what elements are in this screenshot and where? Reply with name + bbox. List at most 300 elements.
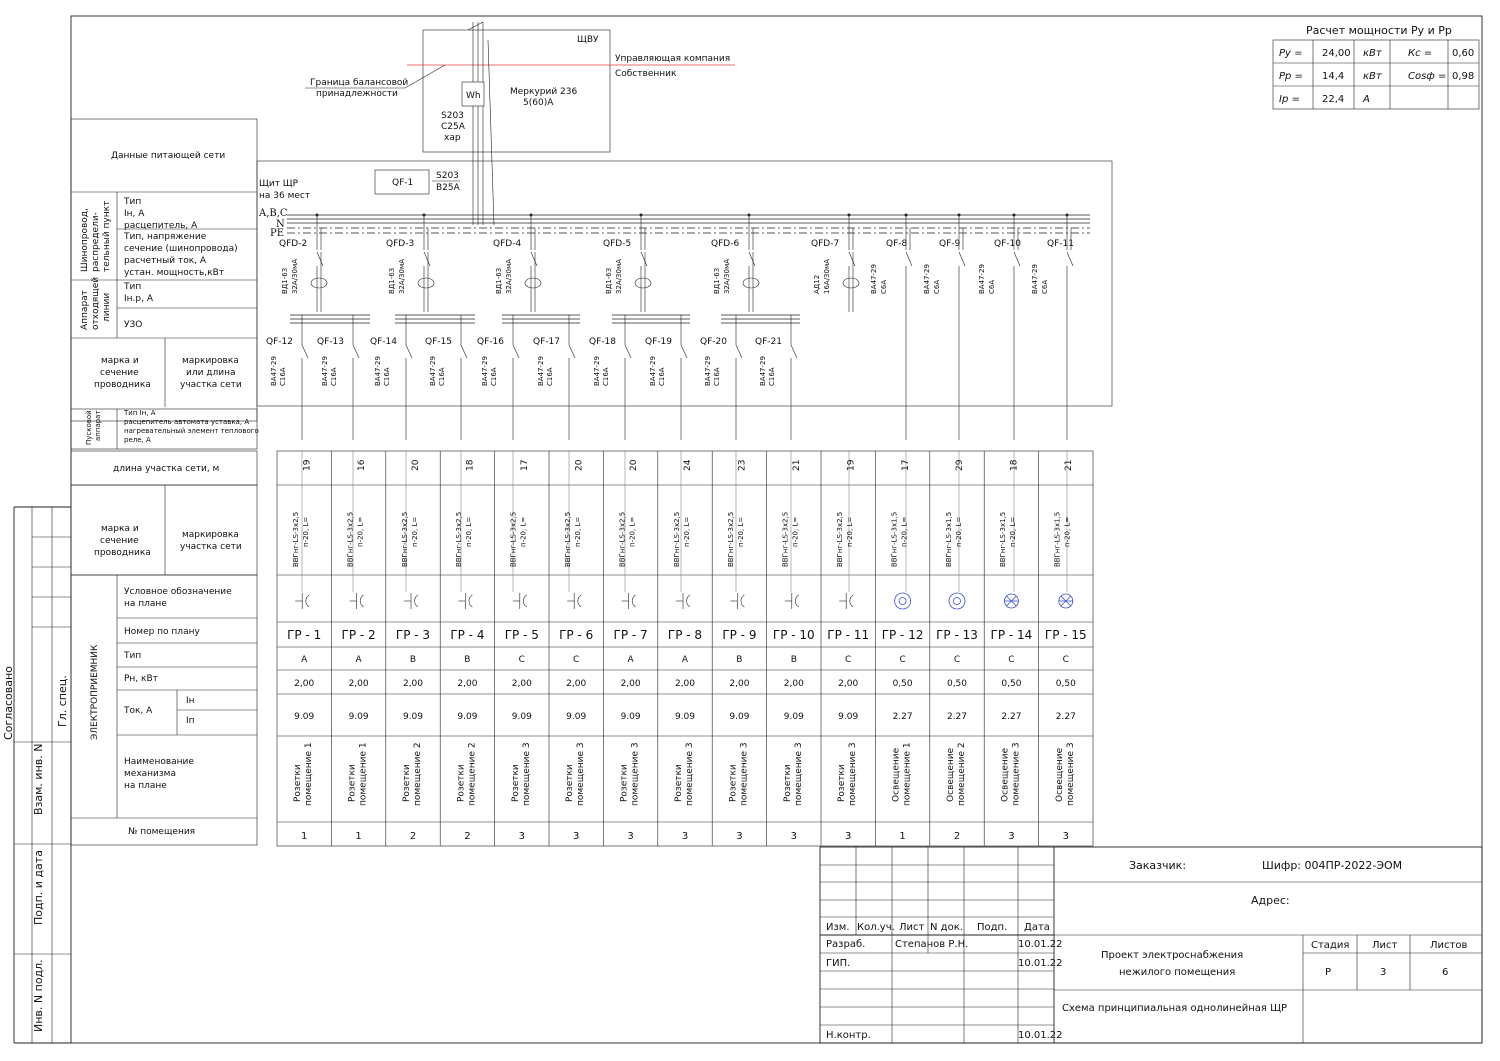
device-spec: ВА47-29 bbox=[870, 264, 878, 294]
group-power: 2,00 bbox=[838, 679, 859, 689]
meter-breaker-2: C25A bbox=[441, 122, 465, 132]
group-power: 2,00 bbox=[457, 679, 478, 689]
mech-label-1: Наименование bbox=[124, 757, 194, 767]
cable-brand: ВВГнг-LS-3х2,5 bbox=[672, 511, 681, 567]
group-phase: C bbox=[899, 655, 906, 665]
group-phase: A bbox=[627, 655, 634, 665]
group-current: 2.27 bbox=[1001, 712, 1022, 722]
group-power: 2,00 bbox=[620, 679, 641, 689]
breaker-contact bbox=[461, 345, 467, 358]
device-spec: ВА47-29 bbox=[1031, 264, 1039, 294]
cable-length: 18 bbox=[1009, 459, 1020, 471]
cable-length: 20 bbox=[574, 459, 585, 471]
power-coef-value: 0,60 bbox=[1452, 48, 1475, 59]
group-name: помещение 2 bbox=[957, 742, 967, 806]
group-name: Розетки bbox=[347, 764, 358, 802]
cable-brand: ВВГнг-LS-3х2,5 bbox=[836, 511, 844, 567]
group-name: помещение 3 bbox=[848, 742, 859, 806]
group-power: 0,50 bbox=[1055, 679, 1076, 689]
sub-breaker-spec: ВА47-29 bbox=[759, 356, 767, 386]
device-spec: ВД1-63 bbox=[605, 267, 613, 294]
sheet-header: Лист bbox=[1372, 940, 1398, 951]
main-breaker-spec-2: B25A bbox=[436, 183, 460, 193]
group-name: Розетки bbox=[782, 764, 793, 802]
group-id: ГР - 13 bbox=[936, 628, 978, 642]
device-spec: 16А/30мА bbox=[823, 258, 831, 294]
cable-brand: п-20, L= bbox=[574, 516, 582, 547]
receiver-label: ЭЛЕКТРОПРИЕМНИК bbox=[90, 644, 100, 740]
device-spec: С6А bbox=[880, 279, 888, 294]
meter-breaker-1: S203 bbox=[441, 111, 464, 121]
customer-label: Заказчик: bbox=[1129, 859, 1187, 872]
device-spec: 32А/30мА bbox=[723, 258, 731, 294]
group-current: 9.09 bbox=[620, 712, 641, 722]
bus-n-label: N bbox=[276, 219, 285, 230]
sub-breaker-label: QF-20 bbox=[700, 337, 727, 347]
title-block bbox=[820, 847, 1482, 1043]
group-power: 2,00 bbox=[511, 679, 532, 689]
cable-brand: ВВГнг-LS-3х2,5 bbox=[564, 511, 572, 567]
group-id: ГР - 9 bbox=[722, 628, 757, 642]
sub-breaker-label: QF-16 bbox=[477, 337, 504, 347]
apparatus-item-1: Тип bbox=[124, 282, 142, 292]
power-calc-title: Расчет мощности Ру и Рр bbox=[1306, 24, 1452, 37]
busway-side-3: тельный пункт bbox=[102, 200, 112, 272]
inv-label: Инв. N подл. bbox=[32, 959, 45, 1032]
device-spec: ВД1-63 bbox=[388, 267, 396, 294]
wh-label: Wh bbox=[466, 91, 481, 101]
cable-brand: п-20, L= bbox=[900, 516, 909, 547]
busway-side-1: Шинопровод, bbox=[80, 208, 90, 272]
group-current: 2.27 bbox=[1055, 712, 1076, 722]
wire-mark-3: участка сети bbox=[180, 380, 242, 390]
group-power: 2,00 bbox=[348, 679, 369, 689]
cable-brand: п-20, L= bbox=[954, 516, 963, 547]
project-code: Шифр: 004ПР-2022-ЭОМ bbox=[1262, 859, 1403, 872]
sub-breaker-spec: ВА47-29 bbox=[537, 356, 545, 386]
device-label: QFD-7 bbox=[811, 239, 840, 249]
breaker-contact bbox=[406, 345, 412, 358]
wire-brand-3: проводника bbox=[94, 380, 151, 390]
busway-item-4: Тип, напряжение bbox=[124, 232, 207, 242]
group-name: помещение 2 bbox=[467, 742, 478, 806]
dev-name: Степанов Р.Н. bbox=[895, 939, 969, 950]
stage-value: Р bbox=[1325, 967, 1332, 978]
nk-date: 10.01.22 bbox=[1018, 1030, 1063, 1041]
group-room: 3 bbox=[1008, 831, 1015, 842]
group-room: 1 bbox=[301, 831, 308, 842]
group-room: 3 bbox=[627, 831, 634, 842]
device-label: QF-9 bbox=[939, 239, 961, 249]
socket-icon bbox=[622, 593, 636, 609]
group-phase: C bbox=[1008, 655, 1015, 665]
group-name: помещение 3 bbox=[685, 742, 695, 806]
breaker-contact bbox=[625, 345, 631, 358]
group-name: Освещение bbox=[1000, 747, 1011, 802]
sub-breaker-label: QF-13 bbox=[317, 337, 344, 347]
sub-breaker-spec: С16А bbox=[438, 367, 446, 386]
group-room: 1 bbox=[899, 831, 906, 842]
group-room: 1 bbox=[355, 831, 362, 842]
breaker-contact bbox=[513, 345, 519, 358]
sub-breaker-label: QF-15 bbox=[425, 337, 452, 347]
wire-mark2-1: маркировка bbox=[182, 530, 239, 540]
breaker-contact bbox=[569, 345, 575, 358]
device-label: QFD-3 bbox=[386, 239, 415, 249]
group-room: 3 bbox=[1062, 831, 1069, 842]
group-current: 9.09 bbox=[783, 712, 804, 722]
col-izm: Изм. bbox=[826, 922, 850, 933]
col-podp: Подп. bbox=[977, 922, 1008, 933]
starter-item-1: Тип Iн, А bbox=[124, 409, 156, 417]
group-room: 3 bbox=[845, 831, 852, 842]
apparatus-item-2: Iн.р, А bbox=[124, 294, 153, 304]
main-breaker-label: QF-1 bbox=[392, 178, 414, 188]
device-label: QFD-6 bbox=[711, 239, 740, 249]
device-spec: 32А/30мА bbox=[291, 258, 299, 294]
group-name: Освещение bbox=[1054, 747, 1065, 802]
device-spec: ВД1-63 bbox=[495, 267, 503, 294]
group-name: помещение 3 bbox=[793, 742, 804, 806]
meter-breaker-3: хар bbox=[444, 133, 461, 143]
boundary-label-2: принадлежности bbox=[316, 89, 398, 99]
sub-breaker-spec: ВА47-29 bbox=[374, 356, 382, 386]
group-name: Розетки bbox=[837, 764, 848, 802]
group-current: 9.09 bbox=[511, 712, 532, 722]
chief-label: Гл. спец. bbox=[56, 675, 69, 727]
group-power: 0,50 bbox=[892, 679, 913, 689]
sheet-frame bbox=[71, 16, 1482, 1043]
device-spec: 32А/30мА bbox=[615, 258, 623, 294]
cable-brand: п-20, L= bbox=[1063, 516, 1072, 547]
device-spec: ВД1-63 bbox=[281, 267, 289, 294]
group-id: ГР - 11 bbox=[827, 628, 870, 642]
rcd-contact bbox=[317, 252, 323, 266]
device-spec: 32А/30мА bbox=[505, 258, 513, 294]
group-name: помещение 3 bbox=[739, 742, 750, 806]
device-spec: С6А bbox=[988, 279, 996, 294]
group-phase: B bbox=[790, 655, 797, 665]
group-power: 2,00 bbox=[402, 679, 424, 689]
group-name: Освещение bbox=[891, 747, 902, 802]
sub-breaker-spec: ВА47-29 bbox=[593, 356, 601, 386]
group-id: ГР - 5 bbox=[504, 628, 539, 642]
socket-icon bbox=[513, 593, 527, 609]
rcd-contact bbox=[749, 252, 755, 266]
starter-side-2: аппарат bbox=[94, 410, 102, 441]
group-room: 3 bbox=[518, 831, 525, 842]
busway-item-6: расчетный ток, А bbox=[124, 256, 207, 266]
group-phase: C bbox=[573, 655, 580, 665]
group-phase: C bbox=[518, 655, 525, 665]
group-room: 3 bbox=[736, 831, 743, 842]
project-title-1: Проект электроснабжения bbox=[1101, 950, 1244, 961]
busway-side-2: распредели- bbox=[91, 212, 101, 272]
mech-label-2: механизма bbox=[124, 769, 176, 779]
sub-breaker-label: QF-12 bbox=[266, 337, 293, 347]
socket-icon bbox=[295, 593, 309, 609]
group-power: 0,50 bbox=[1001, 679, 1022, 689]
cable-length: 24 bbox=[683, 459, 694, 471]
device-label: QFD-4 bbox=[493, 239, 522, 249]
busway-item-1: Тип bbox=[124, 197, 142, 207]
device-spec: С6А bbox=[933, 279, 941, 294]
cable-length: 16 bbox=[356, 459, 367, 471]
group-current: 2.27 bbox=[946, 712, 968, 722]
sub-breaker-spec: С16А bbox=[383, 367, 391, 386]
col-kol: Кол.уч. bbox=[857, 922, 895, 933]
socket-icon bbox=[567, 593, 581, 609]
sub-breaker-label: QF-14 bbox=[370, 337, 397, 347]
group-id: ГР - 4 bbox=[450, 628, 485, 642]
lamp-icon bbox=[949, 593, 965, 609]
group-phase: C bbox=[953, 655, 961, 665]
pn-label: Рн, кВт bbox=[124, 674, 158, 684]
group-id: ГР - 14 bbox=[990, 628, 1033, 642]
cable-brand: ВВГнг-LS-3х1,5 bbox=[999, 511, 1008, 567]
device-label: QFD-2 bbox=[279, 239, 308, 249]
cable-brand: п-20, L= bbox=[737, 516, 746, 547]
power-coef-key: Cosф = bbox=[1408, 71, 1447, 82]
wire-brand-1: марка и bbox=[101, 356, 139, 366]
power-key: Iр = bbox=[1279, 94, 1300, 105]
side-stamp bbox=[2, 507, 71, 1043]
breaker-contact bbox=[1067, 252, 1073, 266]
group-room: 3 bbox=[573, 831, 580, 842]
apparatus-side-3: линии bbox=[102, 292, 112, 322]
cable-brand: п-20, L= bbox=[519, 516, 528, 547]
busway-item-2: Iн, А bbox=[124, 209, 145, 219]
group-current: 9.09 bbox=[294, 712, 315, 722]
supply-label: Данные питающей сети bbox=[111, 151, 226, 161]
cable-brand: ВВГнг-LS-3х2,5 bbox=[292, 511, 300, 567]
wire-brand2-2: сечение bbox=[100, 536, 139, 546]
swap-label: Взам. инв. N bbox=[32, 743, 45, 815]
breaker-contact bbox=[1014, 252, 1020, 266]
cable-length: 21 bbox=[792, 459, 802, 471]
col-date: Дата bbox=[1024, 922, 1050, 933]
group-phase: B bbox=[409, 655, 417, 665]
scheme-title: Схема принципиальная однолинейная ЩР bbox=[1062, 1003, 1288, 1014]
agreed-label: Согласовано bbox=[2, 666, 15, 740]
group-phase: A bbox=[301, 655, 308, 665]
sub-breaker-spec: С16А bbox=[658, 367, 666, 386]
group-phase: B bbox=[464, 655, 471, 665]
group-current: 9.09 bbox=[348, 712, 369, 722]
cable-length: 17 bbox=[520, 459, 530, 471]
current-label: Ток, А bbox=[124, 706, 153, 716]
rcd-sensor bbox=[311, 278, 327, 288]
symbol-label-1: Условное обозначение bbox=[124, 587, 232, 597]
cable-length: 18 bbox=[465, 459, 476, 471]
device-spec: ВА47-29 bbox=[923, 264, 931, 294]
power-calc-table bbox=[1273, 24, 1479, 109]
cable-brand: ВВГнг-LS-3х1,5 bbox=[944, 511, 953, 567]
group-name: помещение 1 bbox=[358, 742, 369, 806]
socket-icon bbox=[404, 593, 418, 609]
gip-role: ГИП. bbox=[826, 958, 851, 969]
cable-brand: п-20, L= bbox=[846, 516, 854, 547]
type-label: Тип bbox=[124, 651, 142, 661]
group-current: 9.09 bbox=[566, 712, 587, 722]
group-current: 2.27 bbox=[892, 712, 913, 722]
group-name: Розетки bbox=[456, 764, 467, 802]
rcd-contact bbox=[641, 252, 647, 266]
cable-brand: п-20, L= bbox=[465, 516, 474, 547]
socket-icon bbox=[676, 593, 690, 609]
breaker-contact bbox=[791, 345, 797, 358]
group-current: 9.09 bbox=[729, 712, 750, 722]
wire-brand2-1: марка и bbox=[101, 524, 139, 534]
group-id: ГР - 2 bbox=[341, 628, 376, 642]
group-name: помещение 2 bbox=[413, 742, 423, 806]
group-power: 2,00 bbox=[566, 679, 587, 689]
rcd-contact bbox=[424, 252, 430, 266]
apparatus-side-1: Аппарат bbox=[80, 290, 90, 330]
rcd-contact bbox=[531, 252, 537, 266]
sub-breaker-spec: С16А bbox=[490, 367, 498, 386]
busway-item-7: устан. мощность,кВт bbox=[124, 268, 225, 278]
group-power: 2,00 bbox=[729, 679, 750, 689]
breaker-contact bbox=[906, 252, 912, 266]
device-spec: ВА47-29 bbox=[978, 264, 986, 294]
lamp-cross-icon bbox=[1004, 594, 1018, 608]
starter-item-4: реле, А bbox=[124, 436, 151, 444]
main-breaker-spec-1: S203 bbox=[436, 171, 459, 181]
power-unit: кВт bbox=[1363, 71, 1382, 82]
cable-brand: п-20, L= bbox=[356, 516, 365, 547]
sub-breaker-label: QF-17 bbox=[533, 337, 560, 347]
rcd-contact bbox=[849, 252, 855, 266]
plan-no-label: Номер по плану bbox=[124, 627, 200, 637]
bus-abc-label: A,B,C bbox=[259, 208, 288, 219]
meter-model-2: 5(60)А bbox=[523, 98, 554, 108]
apparatus-side-2: отходящей bbox=[91, 276, 101, 330]
device-spec: АД12 bbox=[813, 274, 821, 294]
cable-brand: ВВГнг-LS-3х1,5 bbox=[1053, 511, 1062, 567]
power-key: Рр = bbox=[1279, 71, 1303, 82]
nk-role: Н.контр. bbox=[826, 1030, 871, 1041]
device-label: QF-10 bbox=[994, 239, 1021, 249]
meter-block bbox=[305, 22, 735, 225]
group-name: помещение 1 bbox=[304, 742, 315, 806]
group-name: Розетки bbox=[728, 764, 739, 802]
cable-brand: п-20, L= bbox=[791, 516, 800, 547]
cable-brand: ВВГнг-LS-3х2,5 bbox=[509, 511, 518, 567]
meter-model-1: Меркурий 236 bbox=[510, 87, 578, 97]
cable-length: 20 bbox=[411, 459, 422, 471]
busway-item-3: расцепитель, А bbox=[124, 221, 198, 231]
socket-icon bbox=[839, 593, 853, 609]
group-phase: C bbox=[845, 655, 852, 665]
group-room: 2 bbox=[409, 831, 417, 842]
starter-item-3: нагревательный элемент теплового bbox=[124, 427, 259, 435]
group-phase: A bbox=[681, 655, 689, 665]
breaker-contact bbox=[353, 345, 359, 358]
cable-length: 19 bbox=[302, 459, 313, 471]
wire-brand-2: сечение bbox=[100, 368, 139, 378]
group-id: ГР - 15 bbox=[1044, 628, 1087, 642]
cable-brand: ВВГнг-LS-3х2,5 bbox=[727, 511, 736, 567]
power-key: Ру = bbox=[1279, 48, 1303, 59]
group-name: Розетки bbox=[293, 764, 304, 802]
cable-brand: ВВГнг-LS-3х2,5 bbox=[618, 511, 627, 567]
power-value: 22,4 bbox=[1322, 94, 1345, 105]
rcd-sensor bbox=[418, 278, 434, 288]
group-id: ГР - 10 bbox=[772, 628, 815, 642]
power-coef-key: Кс = bbox=[1408, 48, 1433, 59]
owner-label: Собственник bbox=[615, 69, 677, 79]
power-unit: кВт bbox=[1363, 48, 1382, 59]
starter-item-2: расцепитель автомата уставка, А bbox=[124, 418, 250, 426]
boundary-label-1: Граница балансовой bbox=[310, 78, 409, 88]
distribution-panel bbox=[257, 161, 1112, 440]
group-room: 2 bbox=[953, 831, 961, 842]
rcd-label: УЗО bbox=[124, 320, 143, 330]
group-phase: B bbox=[736, 655, 743, 665]
cable-length: 23 bbox=[737, 459, 748, 471]
sub-breaker-label: QF-21 bbox=[755, 337, 782, 347]
cable-length: 19 bbox=[846, 459, 857, 471]
socket-icon bbox=[785, 593, 799, 609]
panel-title-1: Щит ЩР bbox=[259, 179, 299, 189]
sub-breaker-spec: С16А bbox=[602, 367, 610, 386]
cable-length: 29 bbox=[955, 459, 966, 471]
in2-label: Iп bbox=[186, 716, 195, 726]
sub-breaker-spec: С16А bbox=[546, 367, 554, 386]
cable-brand: п-20, L= bbox=[410, 516, 419, 547]
power-unit: А bbox=[1363, 94, 1370, 105]
power-value: 14,4 bbox=[1322, 71, 1345, 82]
rcd-sensor bbox=[635, 278, 651, 288]
cable-length: 20 bbox=[628, 459, 639, 471]
sub-breaker-spec: ВА47-29 bbox=[270, 356, 278, 386]
sub-breaker-spec: С16А bbox=[713, 367, 721, 386]
wire-mark-1: маркировка bbox=[182, 356, 239, 366]
sheets-header: Листов bbox=[1430, 940, 1468, 951]
device-label: QFD-5 bbox=[603, 239, 632, 249]
cable-brand: п-20, L= bbox=[302, 516, 310, 547]
group-name: помещение 3 bbox=[521, 742, 532, 806]
groups-table bbox=[277, 451, 1093, 846]
group-phase: C bbox=[1062, 655, 1069, 665]
wire-mark-2: или длина bbox=[186, 368, 236, 378]
busway-item-5: сечение (шинопровода) bbox=[124, 244, 238, 254]
power-coef-value: 0,98 bbox=[1452, 71, 1475, 82]
cable-length: 21 bbox=[1064, 459, 1074, 471]
breaker-contact bbox=[736, 345, 742, 358]
col-ndoc: N док. bbox=[930, 922, 963, 933]
mech-label-3: на плане bbox=[124, 781, 167, 791]
panel-title-2: на 36 мест bbox=[259, 191, 311, 201]
group-power: 0,50 bbox=[946, 679, 968, 689]
company-label: Управляющая компания bbox=[615, 54, 731, 64]
device-spec: С6А bbox=[1041, 279, 1049, 294]
group-id: ГР - 12 bbox=[881, 628, 924, 642]
group-power: 2,00 bbox=[783, 679, 804, 689]
wire-mark2-2: участка сети bbox=[180, 542, 242, 552]
lamp-cross-icon bbox=[1059, 594, 1073, 608]
group-id: ГР - 3 bbox=[395, 628, 431, 642]
group-room: 2 bbox=[464, 831, 471, 842]
sub-breaker-spec: ВА47-29 bbox=[649, 356, 657, 386]
cable-brand: п-20, L= bbox=[682, 516, 691, 547]
length-label: длина участка сети, м bbox=[113, 464, 220, 474]
cable-length: 17 bbox=[900, 459, 911, 471]
dev-role: Разраб. bbox=[826, 939, 866, 950]
group-name: помещение 3 bbox=[630, 742, 641, 806]
wire-brand2-3: проводника bbox=[94, 548, 151, 558]
